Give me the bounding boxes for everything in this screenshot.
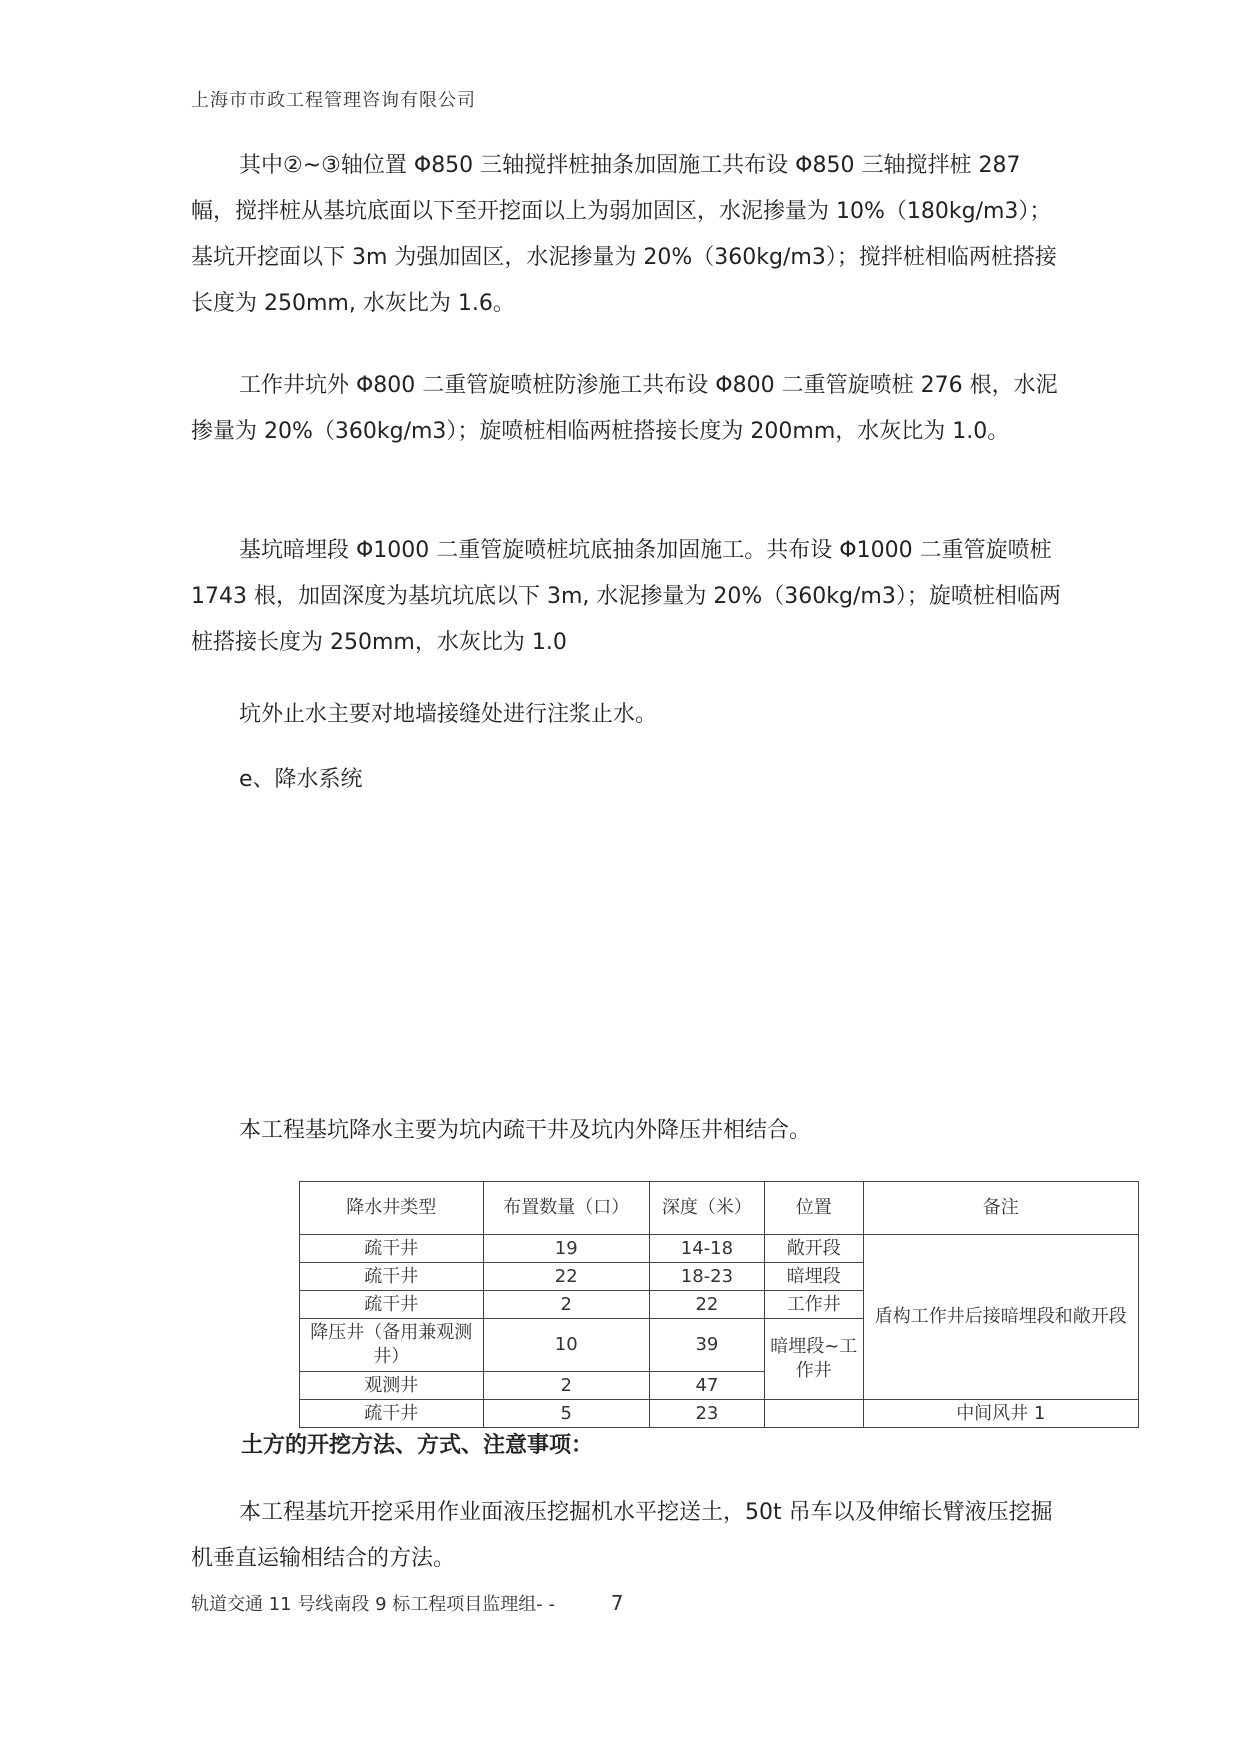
page-header: 上海市市政工程管理咨询有限公司 bbox=[191, 90, 476, 111]
paragraph-text: 工作井坑外 Φ800 二重管旋喷桩防渗施工共布设 Φ800 二重管旋喷桩 276 根，水泥掺量为 20%（360kg/m3）；旋喷桩相临两桩搭接长度为 200mm，水灰比为 1.0。 bbox=[191, 373, 1058, 444]
header-location: 位置 bbox=[764, 1182, 863, 1235]
paragraph-jet-grouting bbox=[191, 363, 1071, 455]
paragraph-text: 其中②~③轴位置 Φ850 三轴搅拌桩抽条加固施工共布设 Φ850 三轴搅拌桩 287 幅，搅拌桩从基坑底面以下至开挖面以上为弱加固区，水泥掺量为 10%（180kg/m3）；基坑开挖面以下 3m 为强加固区，水泥掺量为 20%（360kg/m3）；搅拌桩相临两桩搭接长度为 250mm, 水灰比为 1.6。 bbox=[191, 153, 1057, 316]
cell-depth: 47 bbox=[649, 1372, 764, 1400]
section-title-dewatering bbox=[191, 757, 1071, 803]
cell-type: 疏干井 bbox=[300, 1263, 484, 1291]
cell-type: 疏干井 bbox=[300, 1291, 484, 1319]
cell-count: 2 bbox=[483, 1291, 649, 1319]
cell-depth: 23 bbox=[649, 1400, 764, 1428]
cell-depth: 14-18 bbox=[649, 1235, 764, 1263]
cell-type: 观测井 bbox=[300, 1372, 484, 1400]
paragraph-text: 坑外止水主要对地墙接缝处进行注浆止水。 bbox=[239, 702, 658, 727]
cell-remark-merged: 盾构工作井后接暗埋段和敞开段 bbox=[863, 1235, 1138, 1400]
section-title-text: e、降水系统 bbox=[239, 767, 363, 792]
table-row bbox=[300, 1400, 1139, 1428]
header-count: 布置数量（口） bbox=[483, 1182, 649, 1235]
cell-location: 暗埋段 bbox=[764, 1263, 863, 1291]
section-heading-excavation: 土方的开挖方法、方式、注意事项： bbox=[241, 1433, 594, 1458]
dewatering-well-table bbox=[299, 1181, 1139, 1428]
header-type: 降水井类型 bbox=[300, 1182, 484, 1235]
paragraph-mixing-pile bbox=[191, 143, 1071, 327]
cell-type: 降压井（备用兼观测井） bbox=[300, 1319, 484, 1372]
cell-type: 疏干井 bbox=[300, 1400, 484, 1428]
cell-location-merged: 暗埋段~工作井 bbox=[764, 1319, 863, 1400]
cell-location: 敞开段 bbox=[764, 1235, 863, 1263]
cell-location bbox=[764, 1400, 863, 1428]
header-remark: 备注 bbox=[863, 1182, 1138, 1235]
cell-type: 疏干井 bbox=[300, 1235, 484, 1263]
paragraph-text: 基坑暗埋段 Φ1000 二重管旋喷桩坑底抽条加固施工。共布设 Φ1000 二重管旋喷桩 1743 根，加固深度为基坑坑底以下 3m, 水泥掺量为 20%（360kg/m3）；旋喷桩相临两桩搭接长度为 250mm，水灰比为 1.0 bbox=[191, 538, 1061, 655]
cell-count: 19 bbox=[483, 1235, 649, 1263]
cell-depth: 39 bbox=[649, 1319, 764, 1372]
page-number: 7 bbox=[610, 1591, 624, 1615]
cell-depth: 18-23 bbox=[649, 1263, 764, 1291]
cell-remark: 中间风井 1 bbox=[863, 1400, 1138, 1428]
table-row bbox=[300, 1235, 1139, 1263]
footer-text: 轨道交通 11 号线南段 9 标工程项目监理组- - bbox=[191, 1594, 555, 1615]
cell-location: 工作井 bbox=[764, 1291, 863, 1319]
cell-count: 10 bbox=[483, 1319, 649, 1372]
paragraph-bottom-reinforcement bbox=[191, 528, 1071, 666]
cell-count: 22 bbox=[483, 1263, 649, 1291]
page-footer bbox=[191, 1590, 623, 1616]
paragraph-waterproof bbox=[191, 692, 1071, 738]
paragraph-dewatering-intro bbox=[191, 1108, 1071, 1154]
paragraph-excavation bbox=[191, 1490, 1071, 1582]
paragraph-text: 本工程基坑降水主要为坑内疏干井及坑内外降压井相结合。 bbox=[239, 1118, 812, 1143]
table-header-row bbox=[300, 1182, 1139, 1235]
header-depth: 深度（米） bbox=[649, 1182, 764, 1235]
cell-depth: 22 bbox=[649, 1291, 764, 1319]
cell-count: 5 bbox=[483, 1400, 649, 1428]
paragraph-text: 本工程基坑开挖采用作业面液压挖掘机水平挖送土，50t 吊车以及伸缩长臂液压挖掘机垂直运输相结合的方法。 bbox=[191, 1500, 1053, 1571]
cell-count: 2 bbox=[483, 1372, 649, 1400]
